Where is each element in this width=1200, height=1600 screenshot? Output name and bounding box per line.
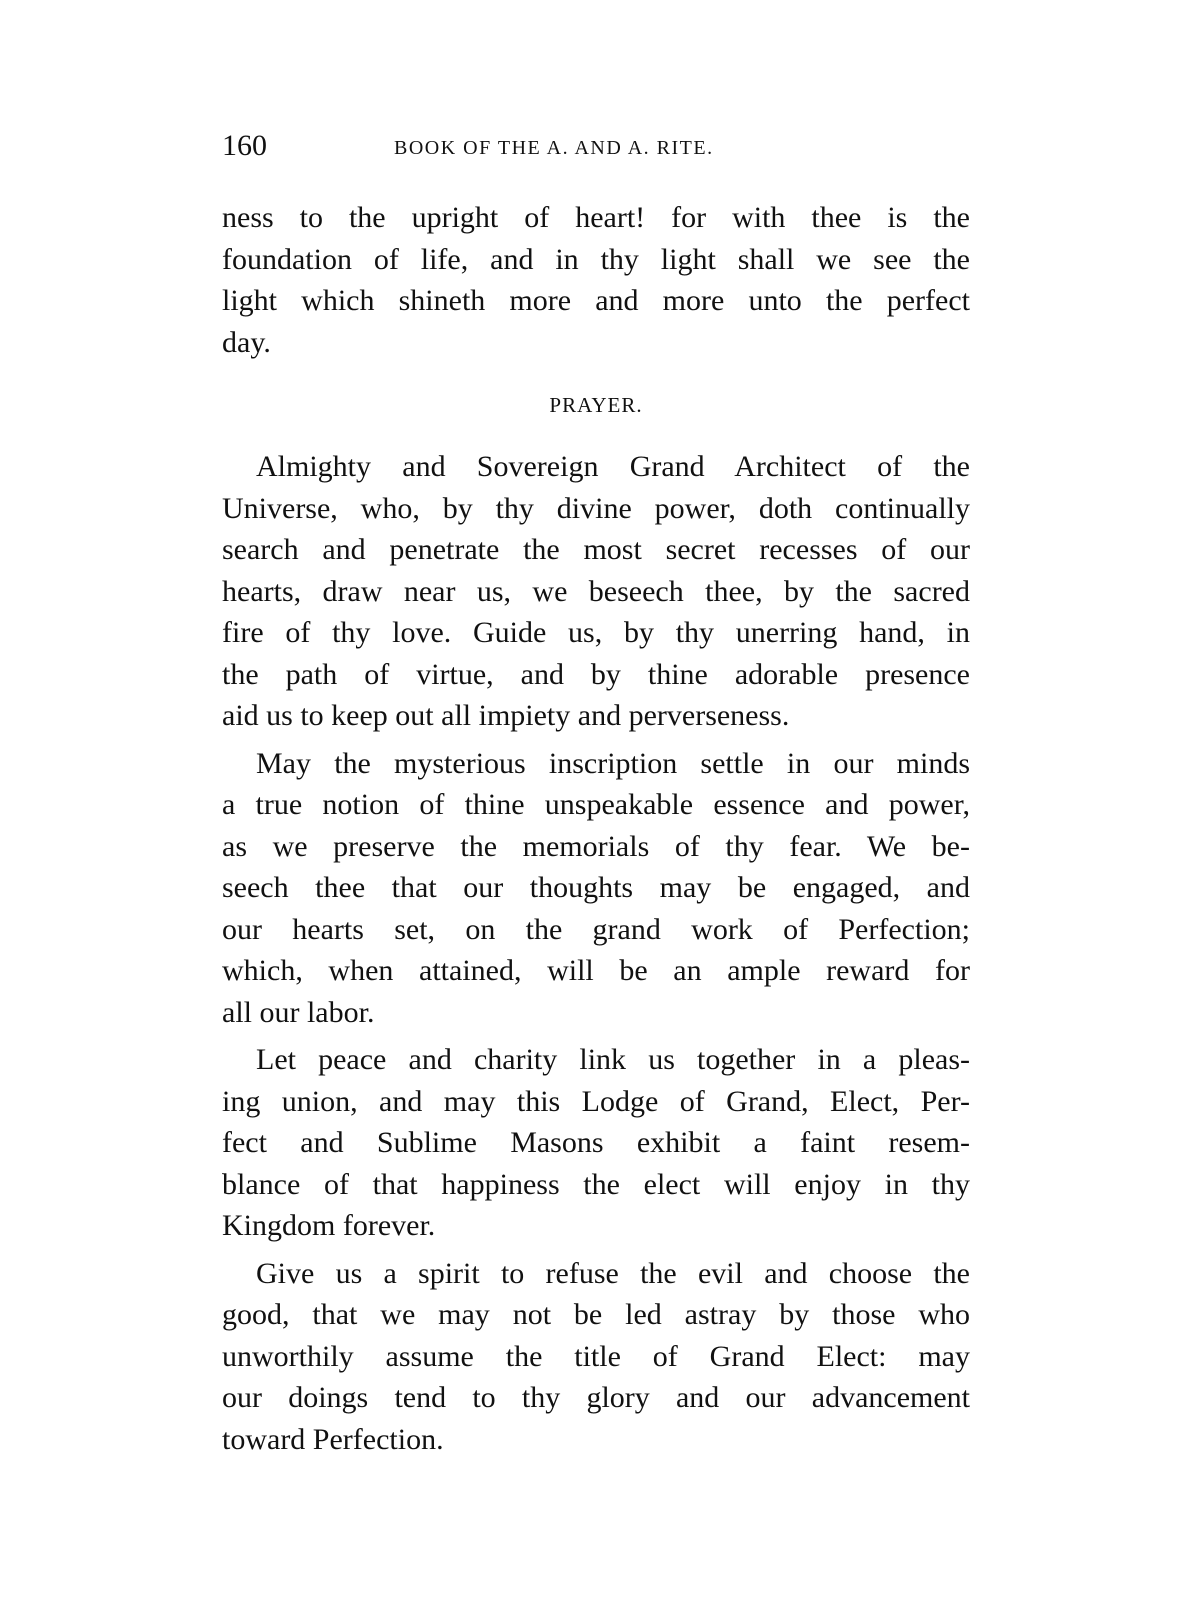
running-title: BOOK OF THE A. AND A. RITE. [394,137,714,159]
text-line: Universe, who, by thy divine power, doth continually [222,491,970,525]
text-line: as we preserve the memorials of thy fear. We be- [222,829,970,863]
text-line: day. [222,325,271,359]
text-line: our hearts set, on the grand work of Perfection; [222,912,970,946]
text-line: Kingdom forever. [222,1209,436,1242]
text-line: all our labor. [222,995,375,1029]
section-heading: PRAYER. [549,393,643,417]
running-head [222,128,970,168]
text-line: light which shineth more and more unto the perfect [222,284,970,317]
text-line: May the mysterious inscription settle in our minds [256,746,970,780]
prayer-paragraph-3 [222,1039,970,1247]
text-line: search and penetrate the most secret recesses of our [222,533,970,566]
text-line: fect and Sublime Masons exhibit a faint resem- [222,1126,970,1159]
text-line: aid us to keep out all impiety and perverseness. [222,699,790,732]
text-line: Let peace and charity link us together in a pleas- [256,1043,970,1076]
text-line: ness to the upright of heart! for with thee is the [222,201,970,234]
text-line: which, when attained, will be an ample reward for [222,954,970,987]
text-line: foundation of life, and in thy light shall we see the [222,242,970,276]
opening-paragraph [222,197,970,363]
prayer-paragraph-2 [222,743,970,1034]
text-line: our doings tend to thy glory and our advancement [222,1381,970,1414]
prayer-paragraph-4 [222,1253,970,1461]
text-line: unworthily assume the title of Grand Elect: may [222,1339,970,1373]
text-line: seech thee that our thoughts may be engaged, and [222,871,970,904]
text-line: toward Perfection. [222,1422,444,1456]
text-line: a true notion of thine unspeakable essence and power, [222,788,970,821]
text-line: fire of thy love. Guide us, by thy unerring hand, in [222,616,970,649]
text-line: the path of virtue, and by thine adorable presence [222,657,970,691]
text-line: Almighty and Sovereign Grand Architect of the [256,450,970,483]
text-line: ing union, and may this Lodge of Grand, Elect, Per- [222,1084,970,1118]
text-line: good, that we may not be led astray by those who [222,1298,970,1331]
prayer-paragraph-1 [222,446,970,737]
text-line: hearts, draw near us, we beseech thee, by the sacred [222,574,970,608]
text-line: blance of that happiness the elect will enjoy in thy [222,1167,970,1201]
body-text [222,197,970,1460]
page-number: 160 [222,129,267,162]
text-line: Give us a spirit to refuse the evil and choose the [256,1256,970,1290]
